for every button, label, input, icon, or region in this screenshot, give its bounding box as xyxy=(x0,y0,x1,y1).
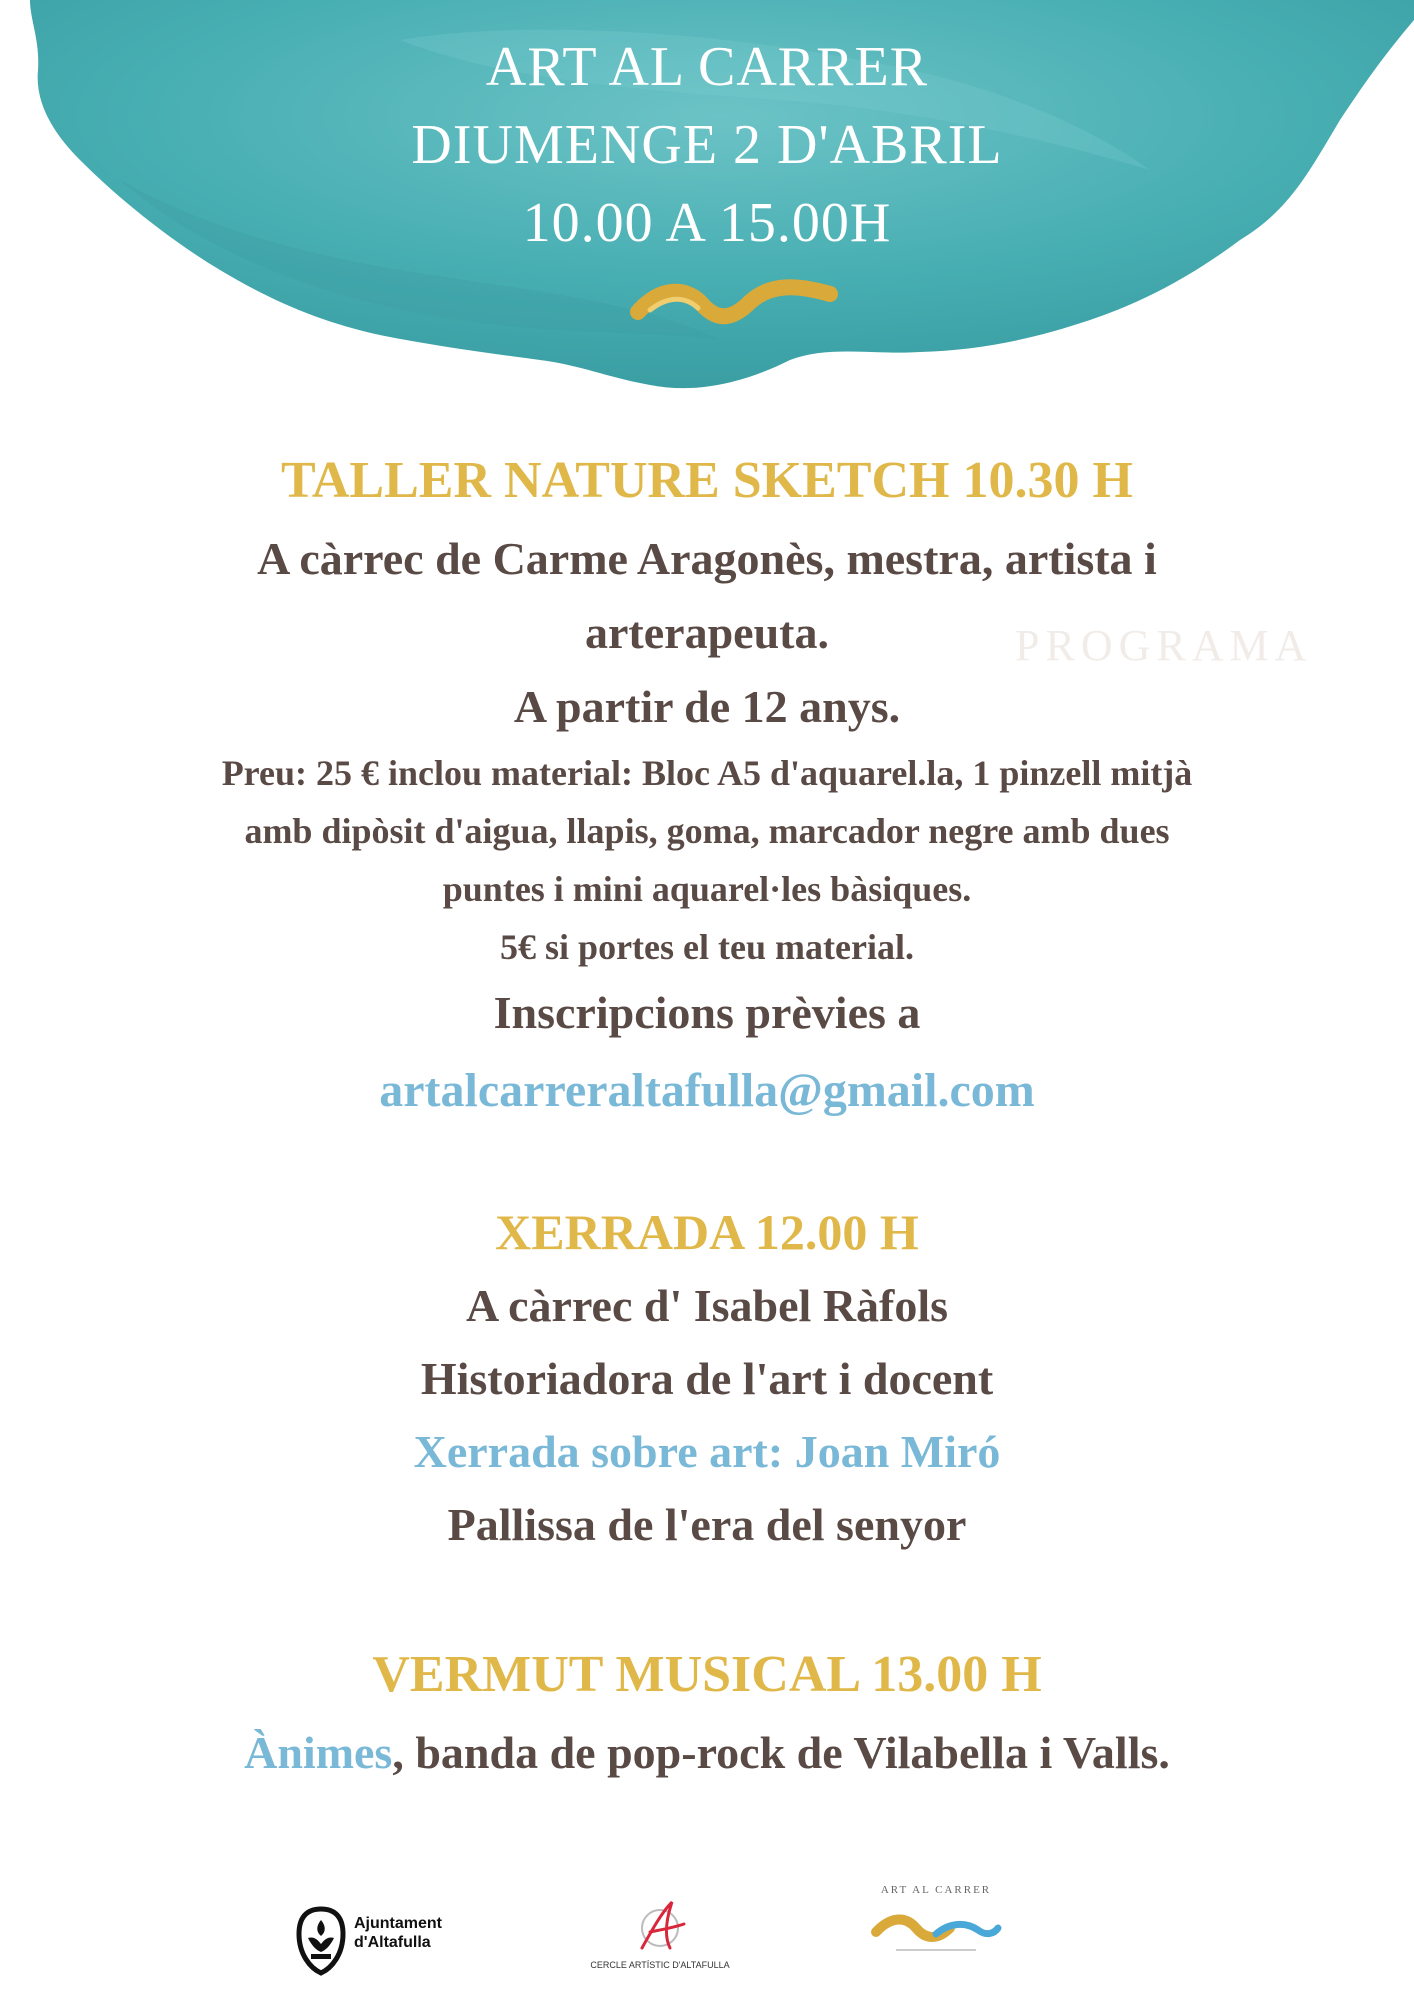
talk-topic: Xerrada sobre art: Joan Miró xyxy=(413,1426,1001,1477)
cercle-artistic-mark-icon xyxy=(580,1890,740,1960)
ajuntament-line1: Ajuntament xyxy=(354,1915,442,1932)
talk-host: A càrrec d' Isabel Ràfols xyxy=(465,1280,949,1331)
event-header xyxy=(0,28,1414,262)
ajuntament-logo xyxy=(296,1902,496,1982)
sponsor-logos xyxy=(0,1880,1414,1990)
workshop-signup: Inscripcions prèvies a xyxy=(493,987,921,1038)
vermut-description xyxy=(0,1715,1414,1791)
ajuntament-line2: d'Altafulla xyxy=(354,1934,431,1951)
workshop-price-3: puntes i mini aquarel·les bàsiques. xyxy=(442,869,972,909)
workshop-age: A partir de 12 anys. xyxy=(513,681,901,732)
event-hours: 10.00 A 15.00H xyxy=(522,192,892,254)
band-name: Ànimes xyxy=(244,1727,393,1778)
vermut-title: VERMUT MUSICAL 13.00 H xyxy=(372,1646,1042,1703)
talk-title: XERRADA 12.00 H xyxy=(495,1204,919,1260)
workshop-price-4: 5€ si portes el teu material. xyxy=(500,927,914,967)
band-description: , banda de pop-rock de Vilabella i Valls. xyxy=(392,1727,1170,1778)
ghost-watermark: PROGRAMA xyxy=(1015,621,1313,670)
cercle-artistic-label: CERCLE ARTÍSTIC D'ALTAFULLA xyxy=(590,1960,730,1970)
ajuntament-shield-icon xyxy=(296,1906,346,1976)
workshop-section xyxy=(0,440,1414,1132)
cercle-artistic-logo xyxy=(580,1890,740,1980)
art-al-carrer-logo xyxy=(866,1880,1006,1980)
talk-section xyxy=(0,1195,1414,1561)
workshop-host: A càrrec de Carme Aragonès, mestra, artista i xyxy=(257,533,1157,584)
workshop-email-link[interactable]: artalcarreraltafulla@gmail.com xyxy=(379,1064,1035,1117)
talk-host-role: Historiadora de l'art i docent xyxy=(420,1353,994,1404)
vermut-section xyxy=(0,1635,1414,1791)
talk-venue: Pallissa de l'era del senyor xyxy=(447,1499,967,1550)
workshop-price-1: Preu: 25 € inclou material: Bloc A5 d'aquarel.la, 1 pinzell mitjà xyxy=(221,753,1193,793)
workshop-title: TALLER NATURE SKETCH 10.30 H xyxy=(281,452,1133,509)
gold-swash-icon xyxy=(630,272,840,342)
event-date: DIUMENGE 2 D'ABRIL xyxy=(411,114,1003,176)
workshop-host-role: arterapeuta. xyxy=(585,607,829,658)
art-al-carrer-label: ART AL CARRER xyxy=(880,1884,992,1896)
event-title: ART AL CARRER xyxy=(485,36,929,98)
workshop-price-2: amb dipòsit d'aigua, llapis, goma, marcador negre amb dues xyxy=(244,811,1170,851)
art-al-carrer-swash-icon xyxy=(866,1902,1006,1962)
